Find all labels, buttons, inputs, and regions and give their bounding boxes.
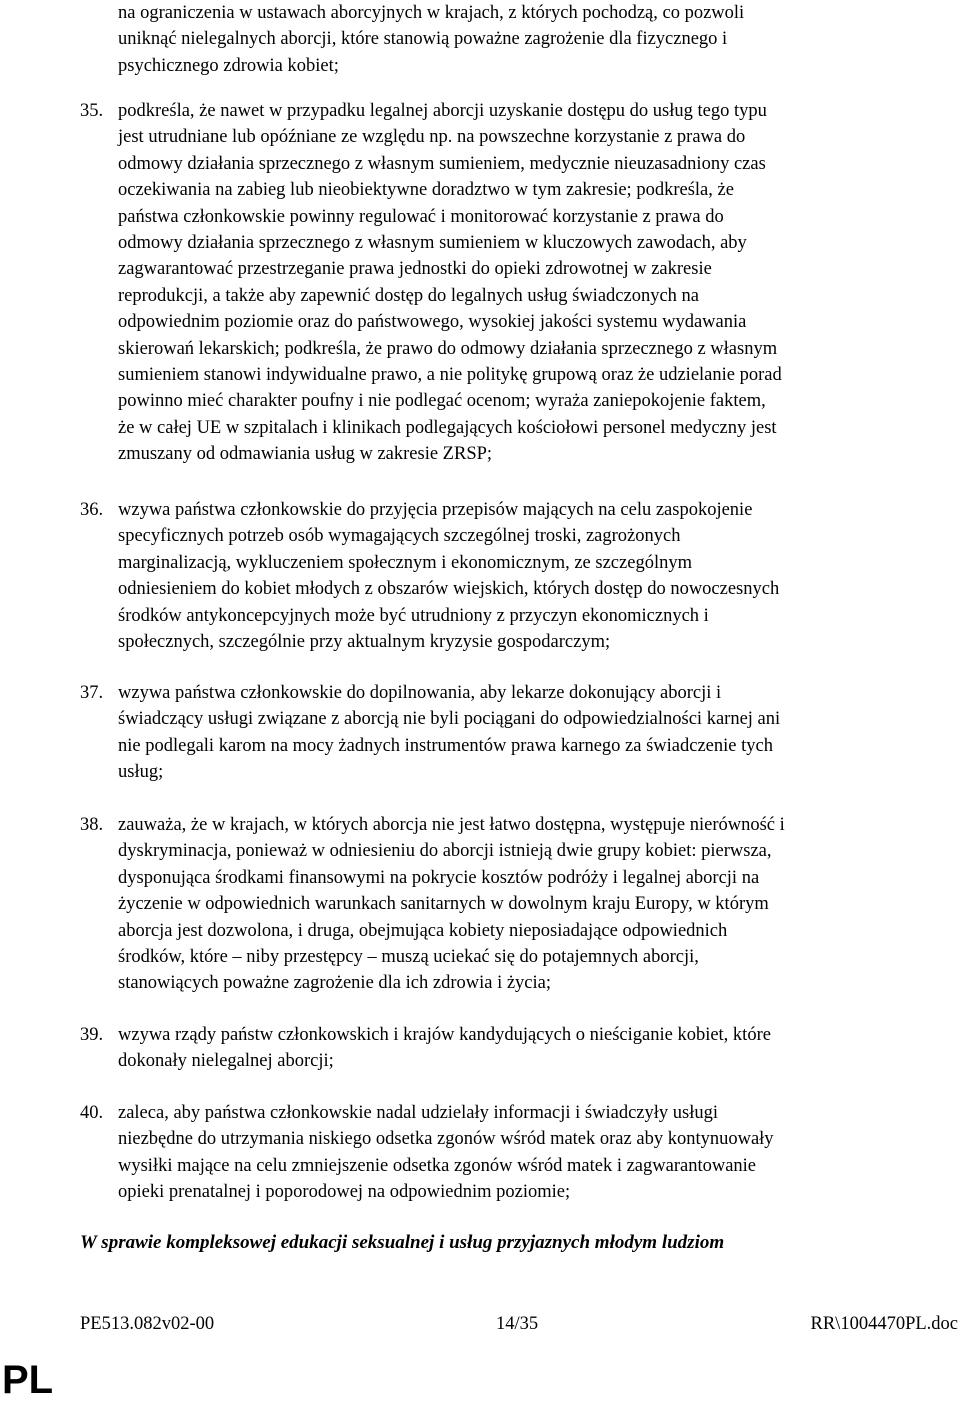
text-line: jest utrudniane lub opóźniane ze względu np. na powszechne korzystanie z prawa do [118, 127, 746, 148]
text-line: zagwarantować przestrzeganie prawa jednostki do opieki zdrowotnej w zakresie [118, 259, 712, 280]
paragraph-37 [118, 680, 954, 786]
text-line: dokonały nielegalnej aborcji; [118, 1051, 334, 1072]
text-line: środków, które – niby przestępcy – muszą uciekać się do potajemnych aborcji, [118, 946, 699, 967]
text-line: skierowań lekarskich; podkreśla, że prawo do odmowy działania sprzecznego z własnym [118, 338, 778, 359]
text-line: dysponująca środkami finansowymi na pokrycie kosztów podróży i legalnej aborcji na [118, 867, 760, 888]
item-number-37: 37. [80, 683, 104, 703]
paragraph-36 [118, 497, 954, 655]
text-line: specyficznych potrzeb osób wymagających szczególnej troski, zagrożonych [118, 526, 681, 547]
text-line: społecznych, szczególnie przy aktualnym kryzysie gospodarczym; [118, 631, 611, 652]
item-number-36: 36. [80, 500, 104, 520]
text-line: odmowy działania sprzecznego z własnym sumieniem, medycznie nieuzasadniony czas [118, 153, 766, 174]
footer-page-number: 14/35 [496, 1314, 539, 1334]
text-line: usług; [118, 762, 164, 783]
text-line: dyskryminacja, ponieważ w odniesieniu do aborcji istnieją dwie grupy kobiet: pierwsza, [118, 841, 772, 862]
text-line: sumieniem stanowi indywidualne prawo, a nie politykę grupową oraz że udzielanie porad [118, 364, 782, 385]
text-line: państwa członkowskie powinny regulować i monitorować korzystanie z prawa do [118, 206, 724, 227]
paragraph-35 [118, 98, 954, 467]
paragraph-38 [118, 812, 954, 997]
section-heading: W sprawie kompleksowej edukacji seksualnej i usług przyjaznych młodym ludziom [80, 1232, 725, 1253]
text-line: powinno mieć charakter poufny i nie podlegać ocenom; wyraża zaniepokojenie faktem, [118, 391, 766, 412]
text-line: marginalizacją, wykluczeniem społecznym i ekonomicznym, ze szczególnym [118, 552, 692, 573]
text-line: zaleca, aby państwa członkowskie nadal udzielały informacji i świadczyły usługi [118, 1103, 719, 1123]
text-line: że w całej UE w szpitalach i klinikach podlegających kościołowi personel medyczny jest [118, 417, 777, 438]
paragraph-39 [118, 1022, 954, 1075]
item-number-39: 39. [80, 1025, 104, 1045]
text-line: uniknąć nielegalnych aborcji, które stanowią poważne zagrożenie dla fizycznego i [118, 29, 728, 50]
text-line: życzenie w odpowiednich warunkach sanitarnych w dowolnym kraju Europy, w którym [118, 894, 769, 915]
text-line: podkreśla, że nawet w przypadku legalnej aborcji uzyskanie dostępu do usług tego typu [118, 101, 767, 121]
text-line: reprodukcji, a także aby zapewnić dostęp do legalnych usług świadczonych na [118, 285, 699, 306]
footer-file-name: RR\1004470PL.doc [810, 1314, 958, 1334]
item-number-40: 40. [80, 1103, 104, 1123]
text-line: nie podlegali karom na mocy żadnych instrumentów prawa karnego za świadczenie tych [118, 735, 773, 756]
text-line: psychicznego zdrowia kobiet; [118, 55, 339, 76]
language-code: PL [2, 1358, 54, 1402]
text-line: zauważa, że w krajach, w których aborcja nie jest łatwo dostępna, występuje nierówność i [118, 815, 785, 835]
text-line: oczekiwania na zabieg lub nieobiektywne doradztwo w tym zakresie; podkreśla, że [118, 180, 734, 201]
text-line: zmuszany od odmawiania usług w zakresie ZRSP; [118, 444, 493, 465]
text-line: odniesieniem do kobiet młodych z obszarów wiejskich, których dostęp do nowoczesnych [118, 579, 780, 600]
text-line: wzywa państwa członkowskie do przyjęcia przepisów mających na celu zaspokojenie [118, 500, 753, 520]
text-line: aborcja jest dozwolona, i druga, obejmująca kobiety nieposiadające odpowiednich [118, 920, 728, 941]
text-line: na ograniczenia w ustawach aborcyjnych w krajach, z których pochodzą, co pozwoli [118, 3, 745, 23]
text-line: stanowiących poważne zagrożenie dla ich zdrowia i życia; [118, 973, 551, 994]
intro-paragraph [118, 0, 954, 79]
text-line: świadczący usługi związane z aborcją nie byli pociągani do odpowiedzialności karnej ani [118, 709, 781, 730]
text-line: odmowy działania sprzecznego z własnym sumieniem w kluczowych zawodach, aby [118, 232, 747, 253]
text-line: odpowiednim poziomie oraz do państwowego, wysokiej jakości systemu wydawania [118, 312, 747, 333]
item-number-35: 35. [80, 101, 104, 121]
paragraph-40 [118, 1100, 954, 1206]
item-number-38: 38. [80, 815, 104, 835]
text-line: wzywa rządy państw członkowskich i krajów kandydujących o nieściganie kobiet, które [118, 1025, 771, 1045]
footer-doc-ref: PE513.082v02-00 [80, 1314, 215, 1334]
text-line: środków antykoncepcyjnych może być utrudniony z przyczyn ekonomicznych i [118, 605, 709, 626]
text-line: wysiłki mające na celu zmniejszenie odsetka zgonów wśród matek i zagwarantowanie [118, 1155, 757, 1176]
text-line: wzywa państwa członkowskie do dopilnowania, aby lekarze dokonujący aborcji i [118, 683, 722, 703]
text-line: niezbędne do utrzymania niskiego odsetka zgonów wśród matek oraz aby kontynuowały [118, 1129, 774, 1150]
text-line: opieki prenatalnej i poporodowej na odpowiednim poziomie; [118, 1182, 571, 1203]
